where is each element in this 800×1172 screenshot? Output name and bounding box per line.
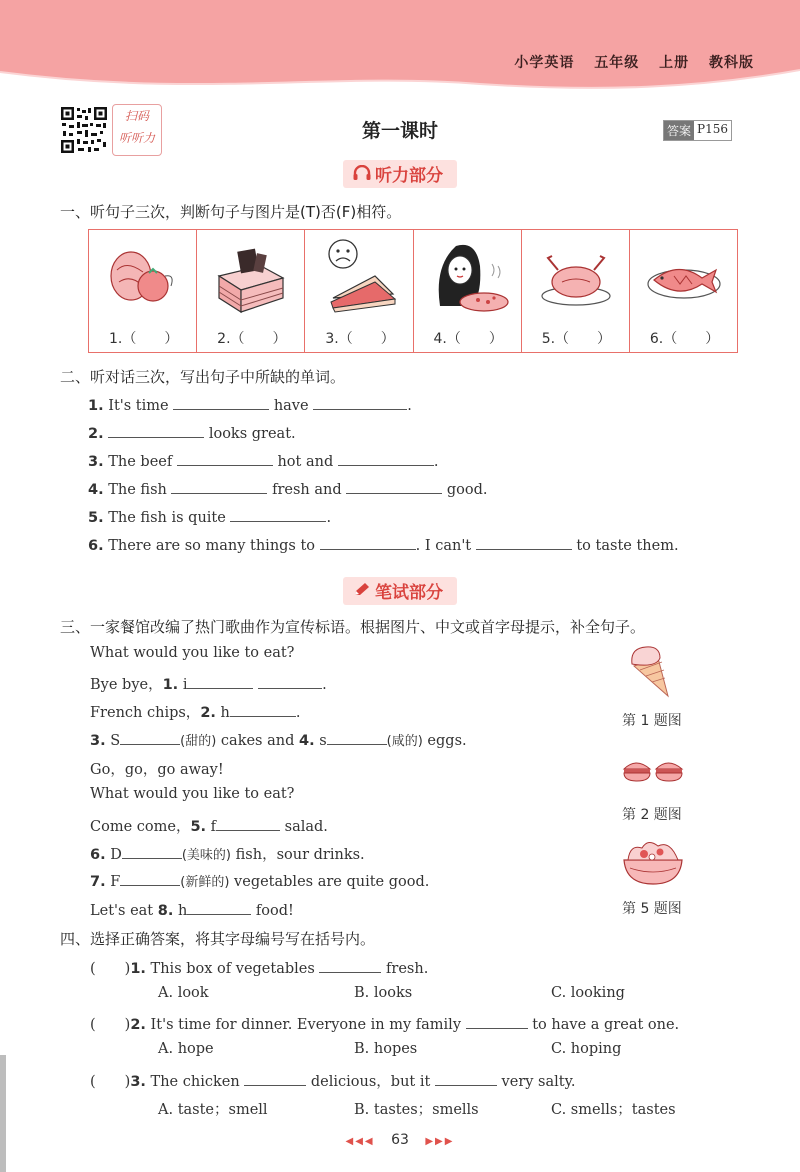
figure-caption-1: 第 1 题图: [622, 713, 682, 729]
q2-line-2: [88, 423, 296, 442]
q4-stem: fresh.: [386, 961, 429, 977]
q2-line-1: [88, 395, 412, 414]
prev-arrows-icon: ◀◀◀: [345, 1136, 375, 1147]
headphones-icon: [353, 165, 371, 181]
q4-stem: delicious，but it: [310, 1074, 431, 1090]
q3-text: Bye bye，: [90, 677, 163, 693]
qr-label-line2: 听听力: [118, 131, 155, 145]
q3-hint: f: [210, 819, 217, 835]
chocolate-cake-icon: [211, 236, 291, 316]
answer-blank[interactable]: [173, 395, 269, 410]
q3-line-3: [90, 701, 300, 722]
q1-item-1[interactable]: 1.（ ）: [109, 331, 179, 347]
q2-text: The fish: [108, 482, 167, 498]
q2-num-4: 4.: [88, 482, 104, 498]
q3-text: salad.: [284, 819, 328, 835]
q4-num-1: 1.: [130, 961, 146, 977]
answer-blank[interactable]: [187, 900, 251, 915]
q3-line-1: What would you like to eat?: [90, 645, 295, 661]
q3-num-6: 6.: [90, 847, 106, 863]
q2-text: fresh and: [272, 482, 342, 498]
answer-paren[interactable]: ( ): [90, 961, 131, 977]
q3-text: food!: [255, 903, 294, 919]
figure-caption-2: 第 2 题图: [622, 807, 682, 823]
answer-blank[interactable]: [466, 1014, 528, 1029]
q1-picture-table: [88, 229, 738, 353]
q2-line-4: [88, 479, 488, 498]
q1-item-6[interactable]: 6.（ ）: [649, 331, 720, 347]
q4-2-option-a[interactable]: A. hope: [158, 1041, 214, 1057]
q2-text: The fish is quite: [108, 510, 226, 526]
q4-stem: very salty.: [501, 1074, 576, 1090]
figure-caption-5: 第 5 题图: [622, 901, 682, 917]
answer-blank[interactable]: [122, 844, 182, 859]
listening-section-heading: [0, 160, 800, 188]
q2-num-1: 1.: [88, 398, 104, 414]
sandwich-sad-face-icon: [319, 236, 399, 316]
q3-line-4: [90, 730, 467, 749]
answer-page: P156: [697, 122, 728, 136]
q2-text: looks great.: [208, 426, 296, 442]
q3-line-6: What would you like to eat?: [90, 786, 295, 802]
q3-hint: F: [110, 874, 121, 890]
q2-num-5: 5.: [88, 510, 104, 526]
q2-title: 二、听对话三次，写出句子中所缺的单词。: [60, 368, 346, 386]
q3-num-3: 3.: [90, 733, 106, 749]
q4-3-option-b[interactable]: B. tastes；smells: [354, 1102, 479, 1118]
q2-text: It's time: [108, 398, 169, 414]
answer-blank[interactable]: [177, 451, 273, 466]
q4-2-option-c[interactable]: C. hoping: [551, 1041, 622, 1057]
q4-stem: It's time for dinner. Everyone in my family: [150, 1017, 462, 1033]
q3-num-2: 2.: [200, 705, 216, 721]
header-grade: 五年级: [594, 55, 640, 71]
header-edition: 教科版: [709, 55, 754, 71]
q4-item-1: [90, 957, 428, 978]
answer-blank[interactable]: [230, 702, 296, 717]
q4-2-option-b[interactable]: B. hopes: [354, 1041, 418, 1057]
fish-on-plate-icon: [644, 236, 724, 316]
q1-cell-1: [89, 230, 197, 352]
q4-stem: This box of vegetables: [150, 961, 315, 977]
writing-heading-text: 笔试部分: [375, 583, 443, 603]
roast-chicken-icon: [536, 236, 616, 316]
q3-chinese-hint: (新鲜的): [180, 875, 230, 890]
q3-num-5: 5.: [190, 819, 207, 835]
q3-hint: D: [110, 847, 122, 863]
answer-blank[interactable]: [320, 535, 416, 550]
q4-3-option-a[interactable]: A. taste；smell: [158, 1102, 268, 1118]
q3-text: fish，sour drinks.: [235, 847, 365, 863]
answer-blank[interactable]: [108, 423, 204, 438]
girl-eating-soup-icon: [428, 236, 514, 322]
q4-item-2: [90, 1013, 679, 1034]
answer-blank[interactable]: [338, 451, 434, 466]
q3-text: Let's eat: [90, 903, 154, 919]
q4-item-3: [90, 1070, 575, 1091]
q1-cell-5: [522, 230, 630, 352]
pencil-icon: [353, 582, 371, 598]
q3-text: cakes and: [220, 733, 295, 749]
answer-blank[interactable]: [244, 1071, 306, 1086]
q3-hint: h: [177, 903, 188, 919]
q4-title: 四、选择正确答案，将其字母编号写在括号内。: [60, 930, 376, 948]
answer-blank[interactable]: [120, 730, 180, 745]
burgers-icon: [622, 757, 686, 785]
q3-line-9: [90, 871, 429, 890]
q3-num-7: 7.: [90, 874, 106, 890]
q2-line-5: [88, 507, 331, 526]
q4-stem: The chicken: [150, 1074, 240, 1090]
answer-blank[interactable]: [216, 816, 280, 831]
q3-chinese-hint: (美味的): [181, 848, 232, 863]
q3-line-8: [90, 843, 365, 864]
answer-blank[interactable]: [346, 479, 442, 494]
q2-text: hot and: [277, 454, 334, 470]
q3-chinese-hint: (甜的): [180, 734, 217, 749]
q3-chinese-hint: (咸的): [386, 734, 423, 749]
q1-item-3[interactable]: 3.（ ）: [325, 331, 395, 347]
q3-num-1: 1.: [162, 677, 179, 693]
answer-label: 答案: [664, 121, 694, 140]
next-arrows-icon: ▶▶▶: [425, 1136, 455, 1147]
q2-text: There are so many things to: [108, 538, 316, 554]
q2-text: . I can't: [415, 538, 472, 554]
q2-text: .: [433, 454, 439, 470]
q1-cell-4: [414, 230, 522, 352]
q2-text: .: [326, 510, 332, 526]
header-term: 上册: [659, 55, 690, 71]
q3-hint: S: [110, 733, 121, 749]
page-edge-shadow: [0, 1055, 6, 1172]
q2-text: have: [273, 398, 309, 414]
q3-num-4: 4.: [298, 733, 315, 749]
q2-num-3: 3.: [88, 454, 104, 470]
answer-blank[interactable]: [327, 730, 387, 745]
q3-hint: h: [220, 705, 230, 721]
q2-text: The beef: [108, 454, 173, 470]
q3-line-10: [90, 900, 294, 919]
q2-line-6: [88, 535, 679, 554]
answer-blank[interactable]: [171, 479, 267, 494]
page-number: 63: [391, 1132, 409, 1148]
salad-bowl-icon: [620, 836, 686, 888]
q1-title: 一、听句子三次，判断句子与图片是(T)否(F)相符。: [60, 203, 402, 221]
q1-item-5[interactable]: 5.（ ）: [541, 331, 612, 347]
qr-label-line1: 扫码: [124, 109, 149, 123]
answer-reference: [663, 120, 732, 141]
q2-text: .: [407, 398, 412, 414]
q2-num-6: 6.: [88, 538, 104, 554]
q3-hint: s: [319, 733, 327, 749]
q4-num-3: 3.: [130, 1074, 146, 1090]
q4-num-2: 2.: [130, 1017, 146, 1033]
q2-line-3: [88, 451, 438, 470]
answer-blank[interactable]: [435, 1071, 497, 1086]
answer-paren[interactable]: ( ): [90, 1074, 131, 1090]
lesson-title: 第一课时: [361, 120, 438, 142]
listening-heading-text: 听力部分: [375, 166, 443, 186]
q3-text: French chips，: [90, 705, 201, 721]
q3-num-8: 8.: [157, 903, 174, 919]
header-subject: 小学英语: [514, 55, 575, 71]
answer-blank[interactable]: [230, 507, 326, 522]
answer-blank[interactable]: [187, 674, 253, 689]
q1-item-2[interactable]: 2.（ ）: [217, 331, 287, 347]
q3-line-5: Go，go，go away!: [90, 762, 224, 778]
q4-1-option-c[interactable]: C. looking: [551, 985, 625, 1001]
q3-text: .: [322, 677, 327, 693]
page-footer: [0, 1132, 800, 1148]
answer-paren[interactable]: ( ): [90, 1017, 131, 1033]
q1-cell-3: [305, 230, 413, 352]
q2-num-2: 2.: [88, 426, 104, 442]
q3-title: 三、一家餐馆改编了热门歌曲作为宣传标语。根据图片、中文或首字母提示，补全句子。: [60, 618, 646, 636]
q4-1-option-a[interactable]: A. look: [158, 985, 209, 1001]
q3-line-2: [90, 673, 327, 694]
q3-hint: i: [182, 677, 188, 693]
q4-1-option-b[interactable]: B. looks: [354, 985, 413, 1001]
header-book-info: [500, 52, 754, 72]
q3-text: Come come，: [90, 819, 191, 835]
answer-blank[interactable]: [319, 958, 381, 973]
q3-line-7: [90, 815, 328, 836]
q3-text: vegetables are quite good.: [234, 874, 430, 890]
ice-cream-cone-icon: [628, 644, 672, 702]
writing-section-heading: [0, 577, 800, 605]
answer-blank[interactable]: [120, 871, 180, 886]
q2-text: good.: [446, 482, 488, 498]
q4-stem: to have a great one.: [532, 1017, 680, 1033]
cabbage-tomato-icon: [103, 236, 183, 316]
q1-cell-6: [630, 230, 737, 352]
answer-blank[interactable]: [258, 674, 322, 689]
q3-text: eggs.: [427, 733, 467, 749]
q1-cell-2: [197, 230, 305, 352]
q3-text: .: [295, 705, 301, 721]
answer-blank[interactable]: [476, 535, 572, 550]
q1-item-4[interactable]: 4.（ ）: [433, 331, 503, 347]
q2-text: to taste them.: [576, 538, 679, 554]
answer-blank[interactable]: [313, 395, 407, 410]
q4-3-option-c[interactable]: C. smells；tastes: [551, 1102, 676, 1118]
